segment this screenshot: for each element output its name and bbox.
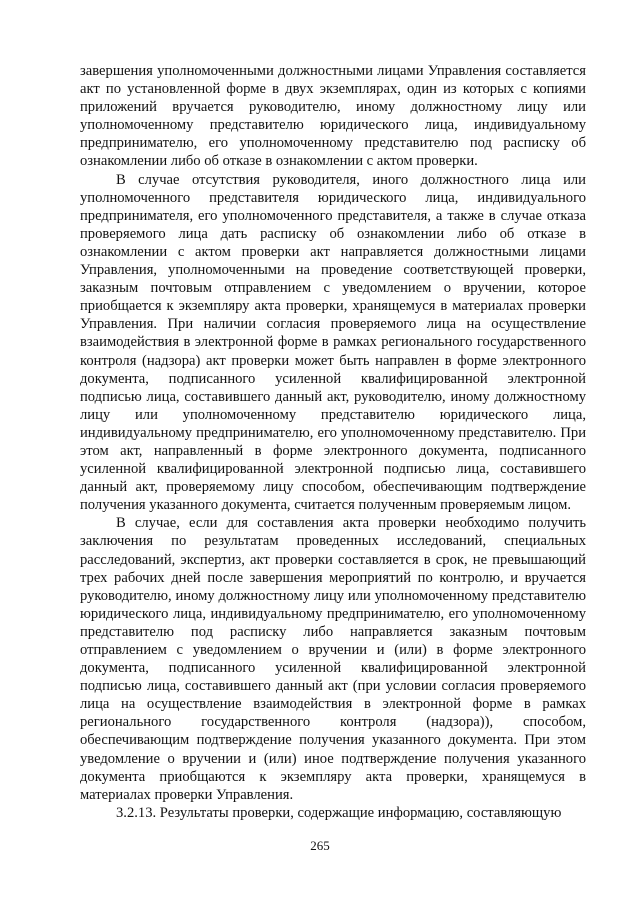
paragraph-act-handover: завершения уполномоченными должностными лицами Управления составляется акт по установленной форме в двух экземплярах, один из которых с копиями приложений вручается руководителю, иному должностному лицу или уполномоченному представителю юридического лица, индивидуальному предпринимателю, его уполномоченному представителю под расписку об ознакомлении либо об отказе в ознакомлении с актом проверки. <box>80 63 586 170</box>
page-number: 265 <box>310 838 330 853</box>
paragraph-expert-conclusions: В случае, если для составления акта проверки необходимо получить заключения по результатам проведенных исследований, специальных расследований, экспертиз, акт проверки составляется в срок, не превышающий трех рабочих дней после завершения мероприятий по контролю, и вручается руководителю, иному должностному лицу или уполномоченному представителю юридического лица, индивидуальному предпринимателю, его уполномоченному представителю под расписку либо направляется заказным почтовым отправлением с уведомлением о вручении и (или) в форме электронного документа, подписанного усиленной квалифицированной электронной подписью лица, составившего данный акт (при условии согласия проверяемого лица на осуществление взаимодействия в электронной форме в рамках регионального государственного контроля (надзора)), способом, обеспечивающим подтверждение получения указанного документа. При этом уведомление о вручении и (или) иное подтверждение получения указанного документа приобщаются к экземпляру акта проверки, хранящемуся в материалах проверки Управления. <box>80 515 586 803</box>
paragraph-section-3-2-13: 3.2.13. Результаты проверки, содержащие информацию, составляющую <box>116 804 562 821</box>
paragraph-absence-of-head: В случае отсутствия руководителя, иного должностного лица или уполномоченного представителя юридического лица, индивидуального предпринимателя, его уполномоченного представителя, а также в случае отказа проверяемого лица дать расписку об ознакомлении либо об отказе в ознакомлении с актом проверки акт направляется должностными лицами Управления, уполномоченными на проведение соответствующей проверки, заказным почтовым отправлением с уведомлением о вручении, которое приобщается к экземпляру акта проверки, хранящемуся в материалах проверки Управления. При наличии согласия проверяемого лица на осуществление взаимодействия в электронной форме в рамках регионального государственного контроля (надзора) акт проверки может быть направлен в форме электронного документа, подписанного усиленной квалифицированной электронной подписью лица, составившего данный акт, руководителю, иному должностному лицу или уполномоченному представителю юридического лица, индивидуальному предпринимателю, его уполномоченному представителю. При этом акт, направленный в форме электронного документа, подписанного усиленной квалифицированной электронной подписью лица, составившего данный акт, проверяемому лицу способом, обеспечивающим подтверждение получения указанного документа, считается полученным проверяемым лицом. <box>80 171 586 514</box>
document-body <box>80 62 586 822</box>
